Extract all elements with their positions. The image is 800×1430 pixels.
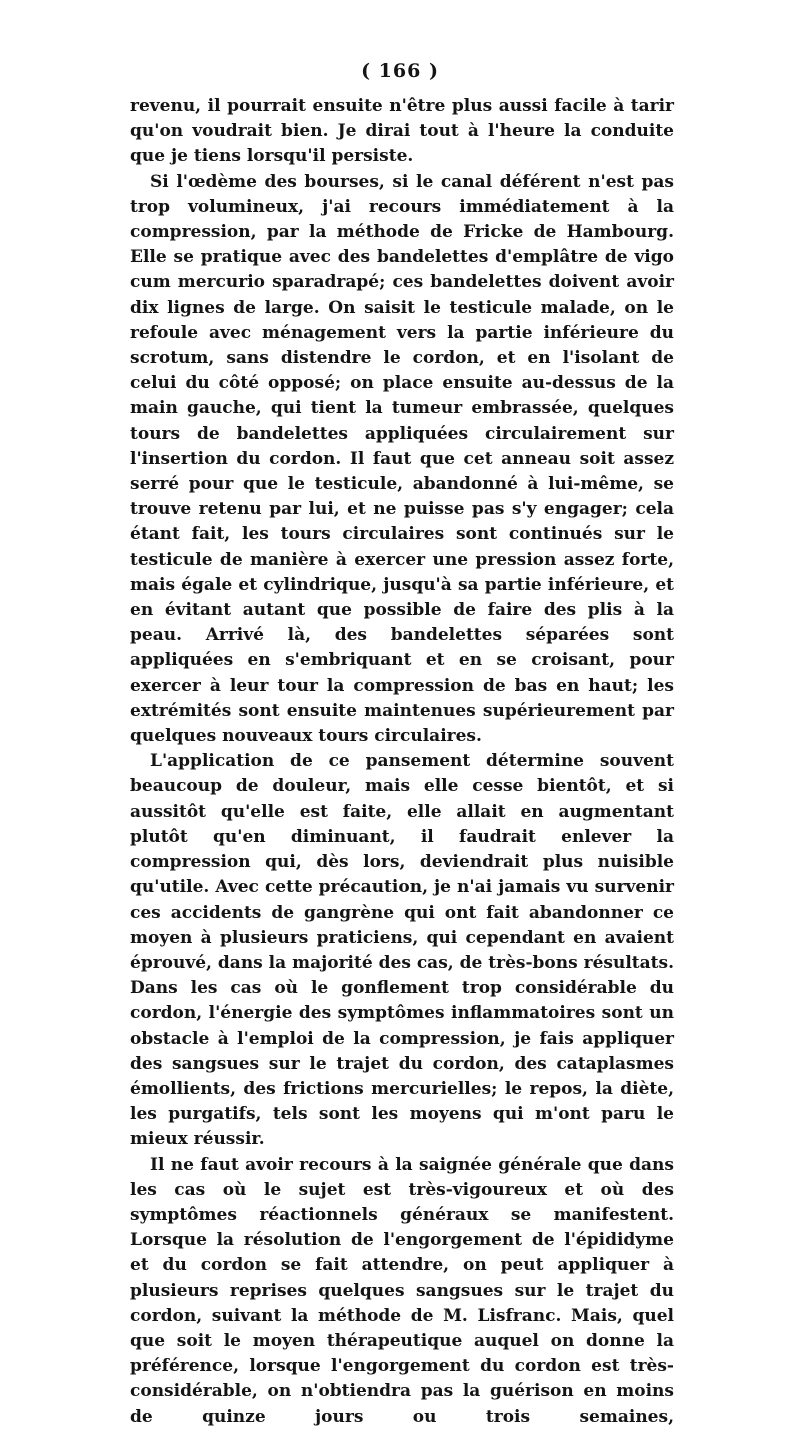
body-text: [130, 94, 674, 1430]
paragraph-2: Si l'œdème des bourses, si le canal déférent n'est pas trop volumineux, j'ai recours immédiatement à la compression, par la méthode de Fricke de Hambourg. Elle se pratique avec des bandelettes d'emplâtre de vigo cum mercurio sparadrapé; ces bandelettes doivent avoir dix lignes de large. On saisit le testicule malade, on le refoule avec ménagement vers la partie inférieure du scrotum, sans distendre le cordon, et en l'isolant de celui du côté opposé; on place ensuite au-dessus de la main gauche, qui tient la tumeur embrassée, quelques tours de bandelettes appliquées circulairement sur l'insertion du cordon. Il faut que cet anneau soit assez serré pour que le testicule, abandonné à lui-même, se trouve retenu par lui, et ne puisse pas s'y engager; cela étant fait, les tours circulaires sont continués sur le testicule de manière à exercer une pression assez forte, mais égale et cylindrique, jusqu'à sa partie inférieure, et en évitant autant que possible de faire des plis à la peau. Arrivé là, des bandelettes séparées sont appliquées en s'embriquant et en se croisant, pour exercer à leur tour la compression de bas en haut; les extrémités sont ensuite maintenues supérieurement par quelques nouveaux tours circulaires.: [130, 171, 674, 747]
paragraph-3: L'application de ce pansement détermine souvent beaucoup de douleur, mais elle cesse bientôt, et si aussitôt qu'elle est faite, elle allait en augmentant plutôt qu'en diminuant, il faudrait enlever la compression qui, dès lors, deviendrait plus nuisible qu'utile. Avec cette précaution, je n'ai jamais vu survenir ces accidents de gangrène qui ont fait abandonner ce moyen à plusieurs praticiens, qui cependant en avaient éprouvé, dans la majorité des cas, de très-bons résultats. Dans les cas où le gonflement trop considérable du cordon, l'énergie des symptômes inflammatoires sont un obstacle à l'emploi de la compression, je fais appliquer des sangsues sur le trajet du cordon, des cataplasmes émollients, des frictions mercurielles; le repos, la diète, les purgatifs, tels sont les moyens qui m'ont paru le mieux réussir.: [130, 751, 674, 1150]
paragraph-1: revenu, il pourrait ensuite n'être plus aussi facile à tarir qu'on voudrait bien. Je dirai tout à l'heure la conduite que je tiens lorsqu'il persiste.: [130, 96, 674, 167]
paragraph-4: Il ne faut avoir recours à la saignée générale que dans les cas où le sujet est très-vigoureux et où des symptômes réactionnels généraux se manifestent. Lorsque la résolution de l'engorgement de l'épididyme et du cordon se fait attendre, on peut appliquer à plusieurs reprises quelques sangsues sur le trajet du cordon, suivant la méthode de M. Lisfranc. Mais, quel que soit le moyen thérapeutique auquel on donne la préférence, lorsque l'engorgement du cordon est très-considérable, on n'obtiendra pas la guérison en moins de quinze jours ou trois semaines,: [130, 1154, 674, 1427]
page-number: ( 166 ): [361, 60, 439, 82]
